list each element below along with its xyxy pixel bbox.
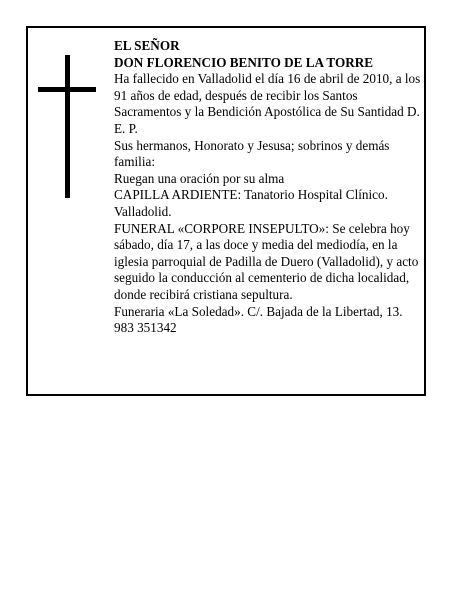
death-paragraph: Ha fallecido en Valladolid el día 16 de abril de 2010, a los 91 años de edad, después de recibir los Santos Sacramentos y la Bendición Apostólica de Su Santidad D. E. P. [114, 71, 421, 136]
cross-vertical-bar [65, 55, 70, 198]
latin-cross-icon [38, 55, 96, 198]
family-paragraph: Sus hermanos, Honorato y Jesusa; sobrinos y demás familia: [114, 137, 390, 170]
prayer-line: Ruegan una oración por su alma [114, 170, 285, 186]
notice-heading-name: DON FLORENCIO BENITO DE LA TORRE [114, 54, 374, 70]
funeral-paragraph: FUNERAL «CORPORE INSEPULTO»: Se celebra hoy sábado, día 17, a las doce y media del mediodía, en la iglesia parroquial de Padilla de Duero (Valladolid), y acto seguido la conducción al cementerio de dicha localidad, donde recibirá cristiana sepultura. [114, 220, 419, 302]
funeral-home-paragraph: Funeraria «La Soledad». C/. Bajada de la Libertad, 13. 983 351342 [114, 303, 403, 336]
notice-heading-title: EL SEÑOR [114, 38, 180, 53]
cross-horizontal-bar [38, 87, 96, 92]
chapel-paragraph: CAPILLA ARDIENTE: Tanatorio Hospital Clínico. Valladolid. [114, 187, 388, 219]
obituary-notice [26, 26, 426, 396]
notice-text-block [114, 38, 424, 337]
